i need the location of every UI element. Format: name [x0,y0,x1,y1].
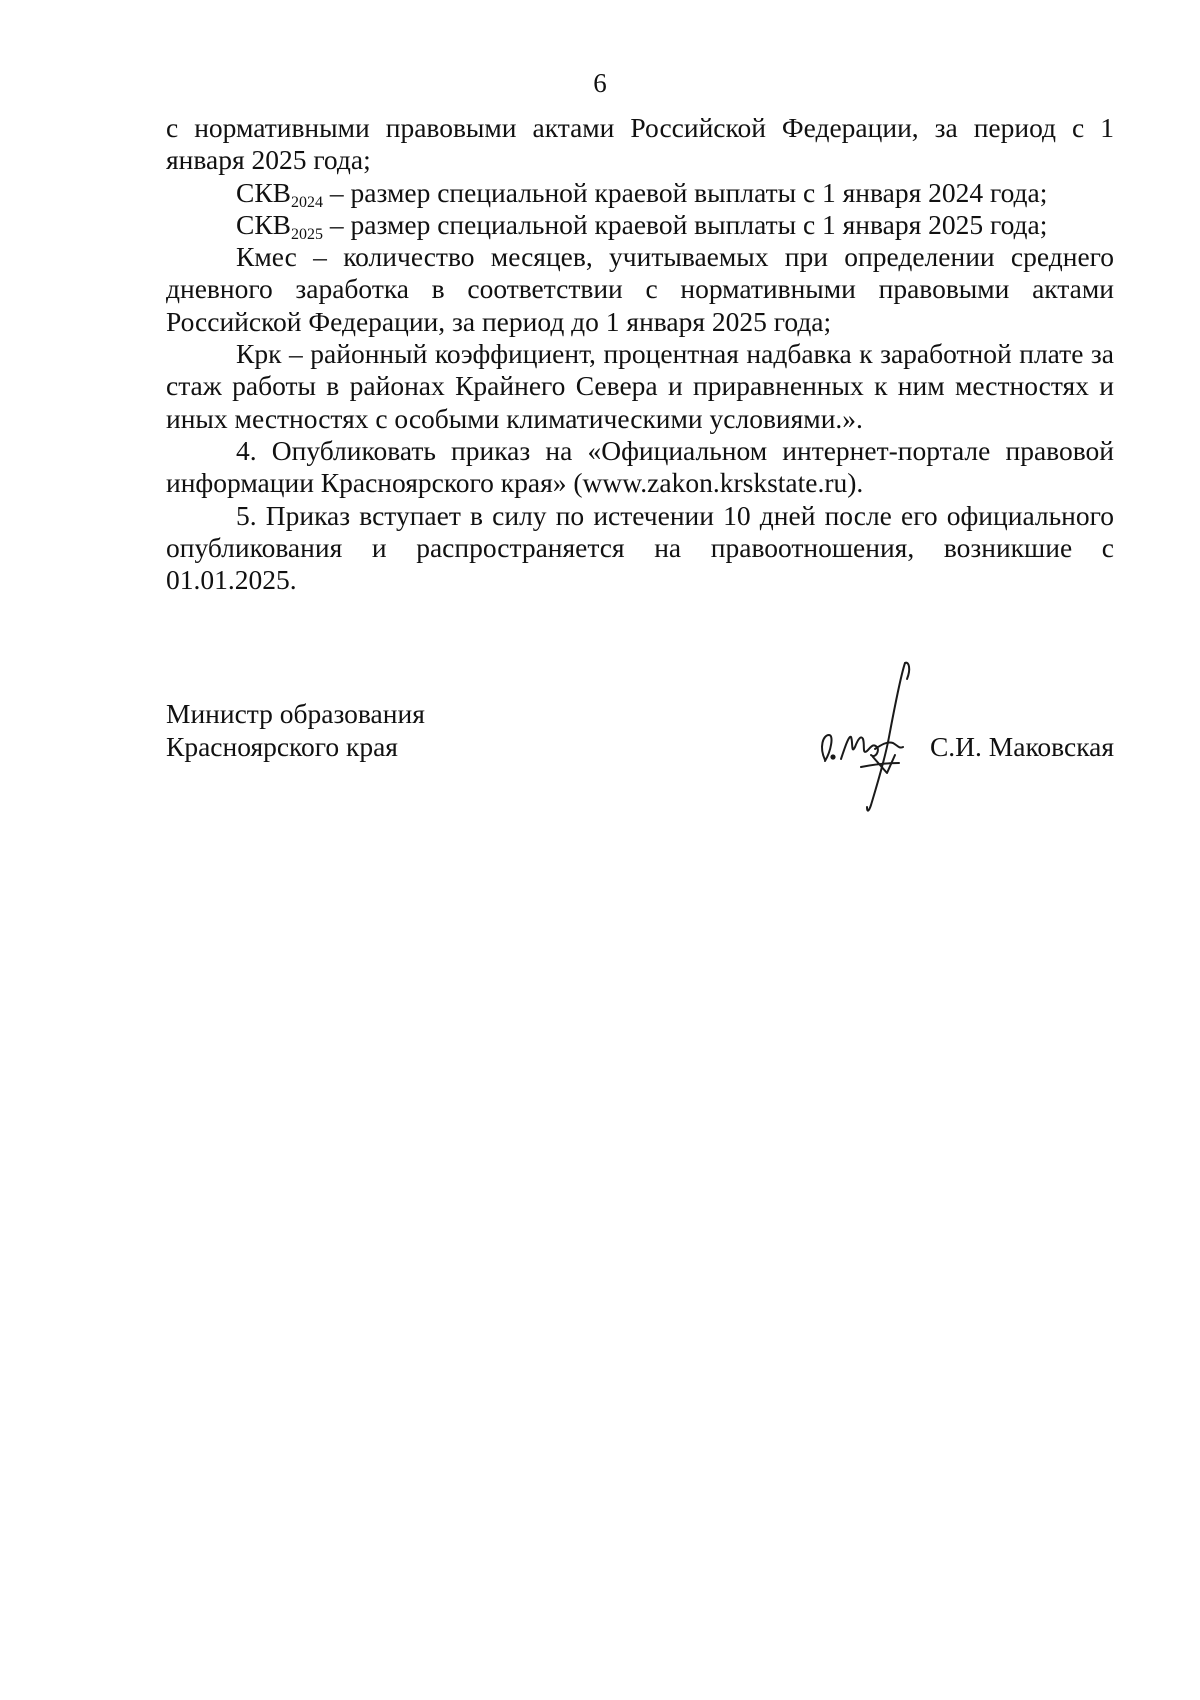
paragraph-item-4: 4. Опубликовать приказ на «Официальном интернет-портале правовой информации Красноярского края» (www.zakon.krskstate.ru). [166,434,1114,499]
skv-2025-symbol: СКВ [236,208,292,240]
paragraph-skv-2025 [166,209,1114,241]
skv-2025-subscript: 2025 [291,225,324,243]
handwritten-signature-icon [815,655,925,825]
signer-name: С.И. Маковская [929,731,1114,762]
signer-position-line-1: Министр образования [166,698,425,729]
signer-position [166,697,425,763]
skv-2024-definition: – размер специальной краевой выплаты с 1 января 2024 года; [323,176,1048,208]
skv-2025-definition: – размер специальной краевой выплаты с 1 января 2025 года; [323,208,1048,240]
paragraph-krk: Крк – районный коэффициент, процентная надбавка к заработной плате за стаж работы в районах Крайнего Севера и приравненных к ним местностях и иных местностях с особыми климатическими условиями.». [166,338,1114,434]
paragraph-item-5: 5. Приказ вступает в силу по истечении 10 дней после его официального опубликования и распространяется на правоотношения, возникшие с 01.01.2025. [166,499,1114,596]
paragraph-kmes: Кмес – количество месяцев, учитываемых при определении среднего дневного заработка в соответствии с нормативными правовыми актами Российской Федерации, за период до 1 января 2025 года; [166,241,1114,337]
skv-2024-symbol: СКВ [236,176,292,208]
signer-position-line-2: Красноярского края [166,731,398,762]
document-body [166,112,1114,596]
page-number: 6 [593,68,607,98]
paragraph-skv-2024 [166,177,1114,209]
skv-2024-subscript: 2024 [291,193,324,211]
paragraph-continuation: с нормативными правовыми актами Российской Федерации, за период с 1 января 2025 года; [166,112,1114,176]
